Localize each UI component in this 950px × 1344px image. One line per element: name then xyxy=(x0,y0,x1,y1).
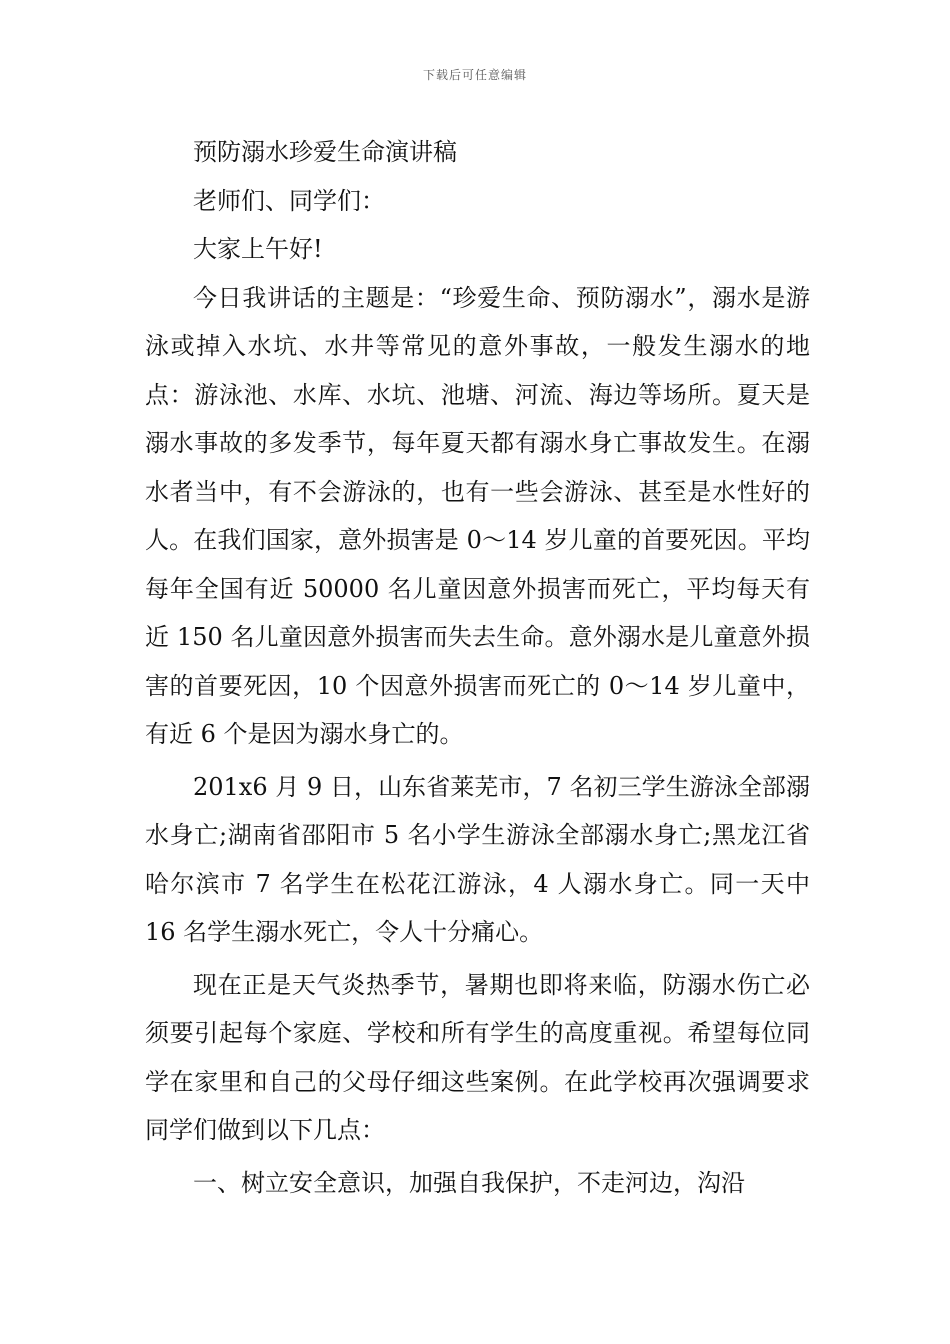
paragraph-cases: 201x6 月 9 日，山东省莱芜市，7 名初三学生游泳全部溺水身亡;湖南省邵阳市 5 名小学生游泳全部溺水身亡;黑龙江省哈尔滨市 7 名学生在松花江游泳，4 人溺水身亡。同一天中 16 名学生溺水死亡，令人十分痛心。 xyxy=(145,772,810,946)
paragraph-rule-one: 一、树立安全意识，加强自我保护，不走河边，沟沿 xyxy=(193,1168,745,1197)
document-title: 预防溺水珍爱生命演讲稿 xyxy=(193,138,457,166)
greeting: 大家上午好! xyxy=(193,235,323,263)
paragraph-appeal: 现在正是天气炎热季节，暑期也即将来临，防溺水伤亡必须要引起每个家庭、学校和所有学生的高度重视。希望每位同学在家里和自己的父母仔细这些案例。在此学校再次强调要求同学们做到以下几点： xyxy=(145,970,810,1144)
header-note: 下载后可任意编辑 xyxy=(422,68,527,82)
paragraph-topic: 今日我讲话的主题是：“珍爱生命、预防溺水”，溺水是游泳或掉入水坑、水井等常见的意外事故，一般发生溺水的地点：游泳池、水库、水坑、池塘、河流、海边等场所。夏天是溺水事故的多发季节，每年夏天都有溺水身亡事故发生。在溺水者当中，有不会游泳的，也有一些会游泳、甚至是水性好的人。在我们国家，意外损害是 0～14 岁儿童的首要死因。平均每年全国有近 50000 名儿童因意外损害而死亡，平均每天有近 150 名儿童因意外损害而失去生命。意外溺水是儿童意外损害的首要死因，10 个因意外损害而死亡的 0～14 岁儿童中，有近 6 个是因为溺水身亡的。 xyxy=(145,283,810,748)
salutation: 老师们、同学们： xyxy=(193,186,385,215)
document-body xyxy=(145,128,810,1207)
